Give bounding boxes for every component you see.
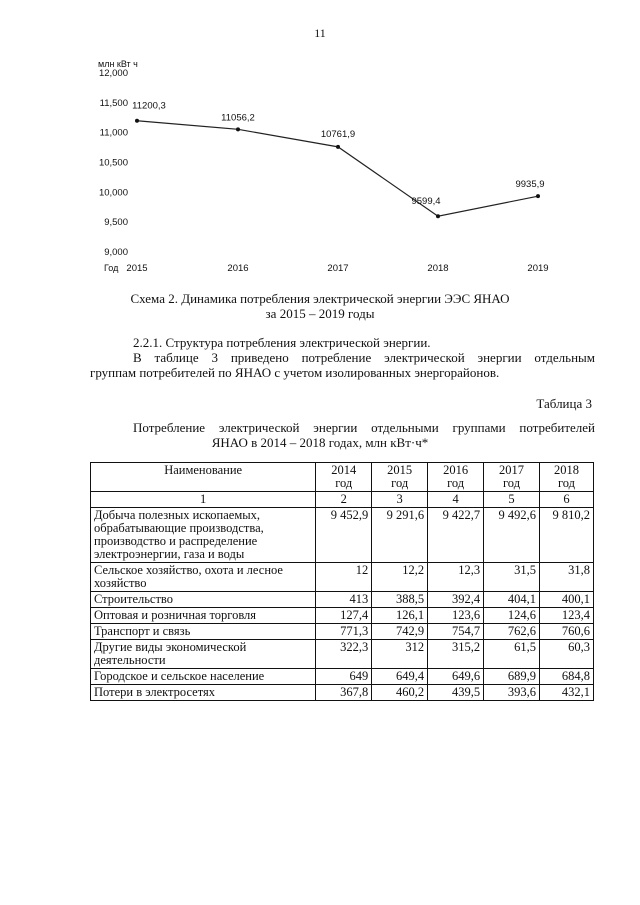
table-title-line2: ЯНАО в 2014 – 2018 годах, млн кВт·ч*	[211, 435, 429, 450]
row-name: Транспорт и связь	[91, 624, 316, 640]
row-value: 400,1	[539, 592, 593, 608]
data-label: 9599,4	[411, 196, 441, 208]
x-axis-label: Год	[104, 263, 119, 273]
row-value: 31,5	[484, 563, 540, 592]
x-tick-label: 2015	[126, 263, 148, 274]
y-tick-label: 11,000	[99, 127, 128, 139]
y-tick-label: 9,000	[104, 247, 128, 258]
table-row	[91, 669, 594, 685]
y-axis-label: млн кВт ч	[98, 59, 138, 69]
row-value: 31,8	[539, 563, 593, 592]
x-tick-label: 2018	[427, 263, 449, 274]
row-name: Оптовая и розничная торговля	[91, 608, 316, 624]
data-point	[336, 145, 340, 149]
paragraph-line2: группам потребителей по ЯНАО с учетом изолированных энергорайонов.	[90, 365, 500, 380]
figure-caption-line2: за 2015 – 2019 годы	[265, 306, 375, 321]
figure-caption-line1: Схема 2. Динамика потребления электрической энергии ЭЭС ЯНАО	[130, 291, 510, 306]
consumption-table	[90, 462, 594, 701]
row-value: 432,1	[539, 685, 593, 701]
data-label: 9935,9	[515, 179, 545, 191]
table-row	[91, 640, 594, 669]
row-value: 742,9	[372, 624, 428, 640]
y-tick-label: 10,500	[98, 157, 128, 169]
y-tick-label: 11,500	[99, 97, 128, 109]
row-name: Добыча полезных ископаемых, обрабатывающие производства, производство и распределение электроэнергии, газа и воды	[91, 508, 316, 563]
y-tick-label: 10,000	[98, 187, 128, 199]
data-point	[436, 214, 440, 218]
row-value: 367,8	[316, 685, 372, 701]
row-name: Строительство	[91, 592, 316, 608]
section-heading: 2.2.1. Структура потребления электрической энергии.	[133, 335, 431, 350]
row-value: 439,5	[428, 685, 484, 701]
row-value: 649,6	[428, 669, 484, 685]
column-number: 1	[91, 492, 316, 508]
row-value: 754,7	[428, 624, 484, 640]
header-year: 2017 год	[484, 463, 540, 492]
consumption-line-chart	[0, 0, 640, 290]
data-label: 11200,3	[132, 100, 166, 112]
header-year: 2014 год	[316, 463, 372, 492]
row-value: 413	[316, 592, 372, 608]
row-name: Городское и сельское население	[91, 669, 316, 685]
row-value: 9 452,9	[316, 508, 372, 563]
y-tick-label: 9,500	[104, 217, 128, 229]
header-year: 2015 год	[372, 463, 428, 492]
row-value: 460,2	[372, 685, 428, 701]
row-value: 393,6	[484, 685, 540, 701]
row-value: 771,3	[316, 624, 372, 640]
row-value: 322,3	[316, 640, 372, 669]
data-point	[236, 127, 240, 131]
row-value: 388,5	[372, 592, 428, 608]
row-value: 312	[372, 640, 428, 669]
table-row	[91, 624, 594, 640]
row-value: 649	[316, 669, 372, 685]
row-value: 762,6	[484, 624, 540, 640]
row-value: 315,2	[428, 640, 484, 669]
table-row	[91, 508, 594, 563]
row-value: 124,6	[484, 608, 540, 624]
x-tick-label: 2016	[227, 263, 249, 274]
data-point	[135, 119, 139, 123]
row-value: 123,4	[539, 608, 593, 624]
row-value: 404,1	[484, 592, 540, 608]
row-value: 127,4	[316, 608, 372, 624]
column-number: 2	[316, 492, 372, 508]
row-value: 9 810,2	[539, 508, 593, 563]
row-value: 689,9	[484, 669, 540, 685]
table-title-line1: Потребление электрической энергии отдельными группами потребителей	[133, 420, 595, 435]
row-value: 12	[316, 563, 372, 592]
table-row	[91, 608, 594, 624]
row-value: 126,1	[372, 608, 428, 624]
table-row	[91, 592, 594, 608]
column-number: 4	[428, 492, 484, 508]
row-value: 649,4	[372, 669, 428, 685]
table-header-row	[91, 463, 594, 492]
row-value: 684,8	[539, 669, 593, 685]
row-value: 392,4	[428, 592, 484, 608]
row-value: 123,6	[428, 608, 484, 624]
row-value: 9 422,7	[428, 508, 484, 563]
table-label: Таблица 3	[536, 396, 592, 411]
column-number: 3	[372, 492, 428, 508]
column-number: 6	[539, 492, 593, 508]
paragraph-line1: В таблице 3 приведено потребление электрической энергии отдельным	[133, 350, 595, 365]
row-value: 9 492,6	[484, 508, 540, 563]
table-row	[91, 563, 594, 592]
row-value: 12,3	[428, 563, 484, 592]
x-tick-label: 2019	[527, 263, 549, 274]
row-name: Другие виды экономической деятельности	[91, 640, 316, 669]
header-name: Наименование	[91, 463, 316, 492]
row-value: 9 291,6	[372, 508, 428, 563]
y-tick-label: 12,000	[98, 68, 128, 79]
data-label: 10761,9	[320, 128, 356, 140]
column-number: 5	[484, 492, 540, 508]
header-year: 2018 год	[539, 463, 593, 492]
header-year: 2016 год	[428, 463, 484, 492]
table-row	[91, 685, 594, 701]
row-name: Сельское хозяйство, охота и лесное хозяйство	[91, 563, 316, 592]
row-value: 61,5	[484, 640, 540, 669]
data-point	[536, 194, 540, 198]
data-label: 11056,2	[221, 112, 255, 124]
row-name: Потери в электросетях	[91, 685, 316, 701]
x-tick-label: 2017	[327, 263, 349, 274]
row-value: 12,2	[372, 563, 428, 592]
page-number: 11	[314, 26, 326, 40]
column-number-row	[91, 492, 594, 508]
row-value: 60,3	[539, 640, 593, 669]
row-value: 760,6	[539, 624, 593, 640]
